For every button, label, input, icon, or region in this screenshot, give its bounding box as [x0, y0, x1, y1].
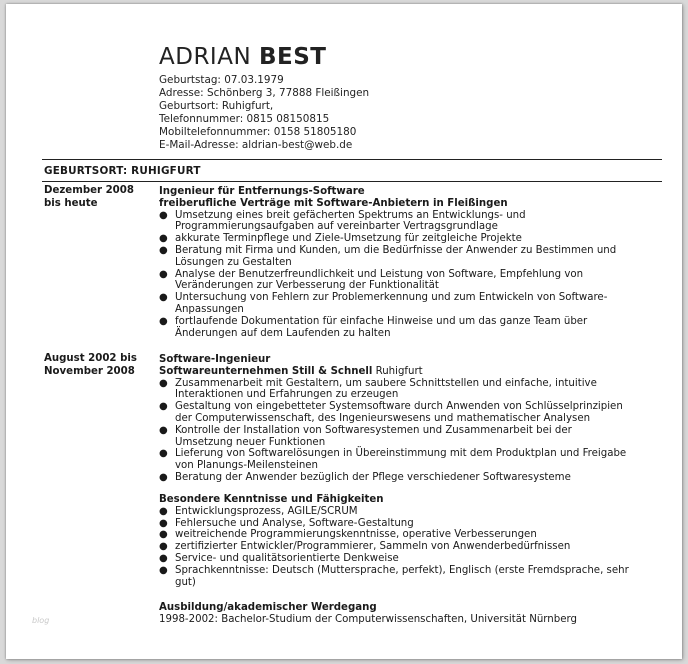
- education-line: 1998-2002: Bachelor-Studium der Computerwissenschaften, Universität Nürnberg: [159, 613, 577, 625]
- bullet-icon: ●: [159, 424, 168, 436]
- list-item: ● akkurate Terminpflege und Ziele-Umsetzung für zeitgleiche Projekte: [159, 233, 522, 245]
- job-2-date: August 2002 bis November 2008: [44, 353, 137, 377]
- applicant-name: [159, 44, 326, 70]
- bullet-icon: ●: [159, 448, 168, 460]
- list-item: ● Sprachkenntnisse: Deutsch (Muttersprache, perfekt), Englisch (erste Fremdsprache, sehr gut): [159, 564, 629, 588]
- list-item: ● Umsetzung eines breit gefächerten Spektrums an Entwicklungs- und Programmierungsaufgaben auf vereinbarter Vertragsgrundlage: [159, 209, 526, 233]
- bullet-icon: ●: [159, 233, 168, 245]
- education-title: Ausbildung/akademischer Werdegang: [159, 602, 377, 613]
- email-line: E-Mail-Adresse: aldrian-best@web.de: [159, 139, 353, 151]
- education-section: [159, 602, 629, 626]
- first-name: ADRIAN: [159, 44, 252, 70]
- list-item: ● Kontrolle der Installation von Softwaresystemen und Zusammenarbeit bei der Umsetzung neuer Funktionen: [159, 424, 572, 448]
- bullet-icon: ●: [159, 517, 168, 529]
- section-heading: GEBURTSORT: RUHIGFURT: [44, 165, 201, 177]
- job-1-company: freiberufliche Verträge mit Software-Anbietern in Fleißingen: [159, 197, 508, 209]
- list-item: ● Lieferung von Softwarelösungen in Übereinstimmung mit dem Produktplan und Freigabe von Planungs-Meilensteinen: [159, 448, 627, 472]
- list-item: ● Untersuchung von Fehlern zur Problemerkennung und zum Entwickeln von Software-Anpassungen: [159, 292, 608, 315]
- list-item: ● Service- und qualitätsorientierte Denkweise: [159, 552, 399, 564]
- list-item: ● Entwicklungsprozess, AGILE/SCRUM: [159, 505, 358, 517]
- bullet-icon: ●: [159, 209, 168, 221]
- bullet-icon: ●: [159, 552, 168, 564]
- contact-details: [159, 74, 369, 152]
- job-2-location: Ruhigfurt: [375, 365, 423, 377]
- list-item: ● Fehlersuche und Analyse, Software-Gestaltung: [159, 517, 414, 529]
- list-item: ● Gestaltung von eingebetteter Systemsoftware durch Anwenden von Schlüsselprinzipien der Computerwissenschaft, des Ingenieurswesens und mathematischer Analysen: [159, 401, 623, 424]
- bullet-icon: ●: [159, 529, 168, 541]
- skills-section: [159, 494, 629, 588]
- section-divider: [42, 181, 662, 182]
- job-2-company-line: [159, 366, 629, 378]
- job-2-company: Softwareunternehmen Still & Schnell: [159, 365, 373, 377]
- bullet-icon: ●: [159, 244, 168, 256]
- list-item: ● Beratung mit Firma und Kunden, um die Bedürfnisse der Anwender zu Bestimmen und Lösungen zu Gestalten: [159, 244, 617, 268]
- list-item: ● fortlaufende Dokumentation für einfache Hinweise und um das ganze Team über Änderungen auf dem Laufenden zu halten: [159, 315, 588, 339]
- bullet-icon: ●: [159, 315, 168, 327]
- last-name: BEST: [258, 44, 327, 70]
- job-2: [159, 354, 629, 484]
- birthplace-line: Geburtsort: Ruhigfurt,: [159, 100, 274, 112]
- list-item: ● weitreichende Programmierungskenntnisse, operative Verbesserungen: [159, 529, 537, 541]
- job-1-date: Dezember 2008 bis heute: [44, 185, 134, 209]
- bullet-icon: ●: [159, 541, 168, 553]
- birthday-line: Geburtstag: 07.03.1979: [159, 74, 284, 86]
- watermark: blog: [32, 616, 50, 625]
- bullet-icon: ●: [159, 401, 168, 413]
- bullet-icon: ●: [159, 292, 168, 304]
- list-item: ● zertifizierter Entwickler/Programmierer, Sammeln von Anwenderbedürfnissen: [159, 541, 571, 553]
- job-1: [159, 186, 629, 339]
- header-divider: [42, 159, 662, 160]
- phone-line: Telefonnummer: 0815 08150815: [159, 113, 330, 125]
- bullet-icon: ●: [159, 564, 168, 576]
- list-item: ● Zusammenarbeit mit Gestaltern, um saubere Schnittstellen und einfache, intuitive Interaktionen und Erfahrungen zu erzeugen: [159, 377, 597, 401]
- job-1-title: Ingenieur für Entfernungs-Software: [159, 186, 365, 197]
- bullet-icon: ●: [159, 268, 168, 280]
- address-line: Adresse: Schönberg 3, 77888 Fleißingen: [159, 87, 370, 99]
- skills-title: Besondere Kenntnisse und Fähigkeiten: [159, 494, 384, 505]
- bullet-icon: ●: [159, 505, 168, 517]
- list-item: ● Beratung der Anwender bezüglich der Pflege verschiedener Softwaresysteme: [159, 471, 571, 483]
- bullet-icon: ●: [159, 471, 168, 483]
- bullet-icon: ●: [159, 377, 168, 389]
- list-item: ● Analyse der Benutzerfreundlichkeit und Leistung von Software, Empfehlung von Veränderungen zur Verbesserung der Funktionalität: [159, 268, 584, 292]
- job-2-title: Software-Ingenieur: [159, 354, 271, 365]
- mobile-line: Mobiltelefonnummer: 0158 51805180: [159, 126, 357, 138]
- resume-page: [6, 4, 682, 659]
